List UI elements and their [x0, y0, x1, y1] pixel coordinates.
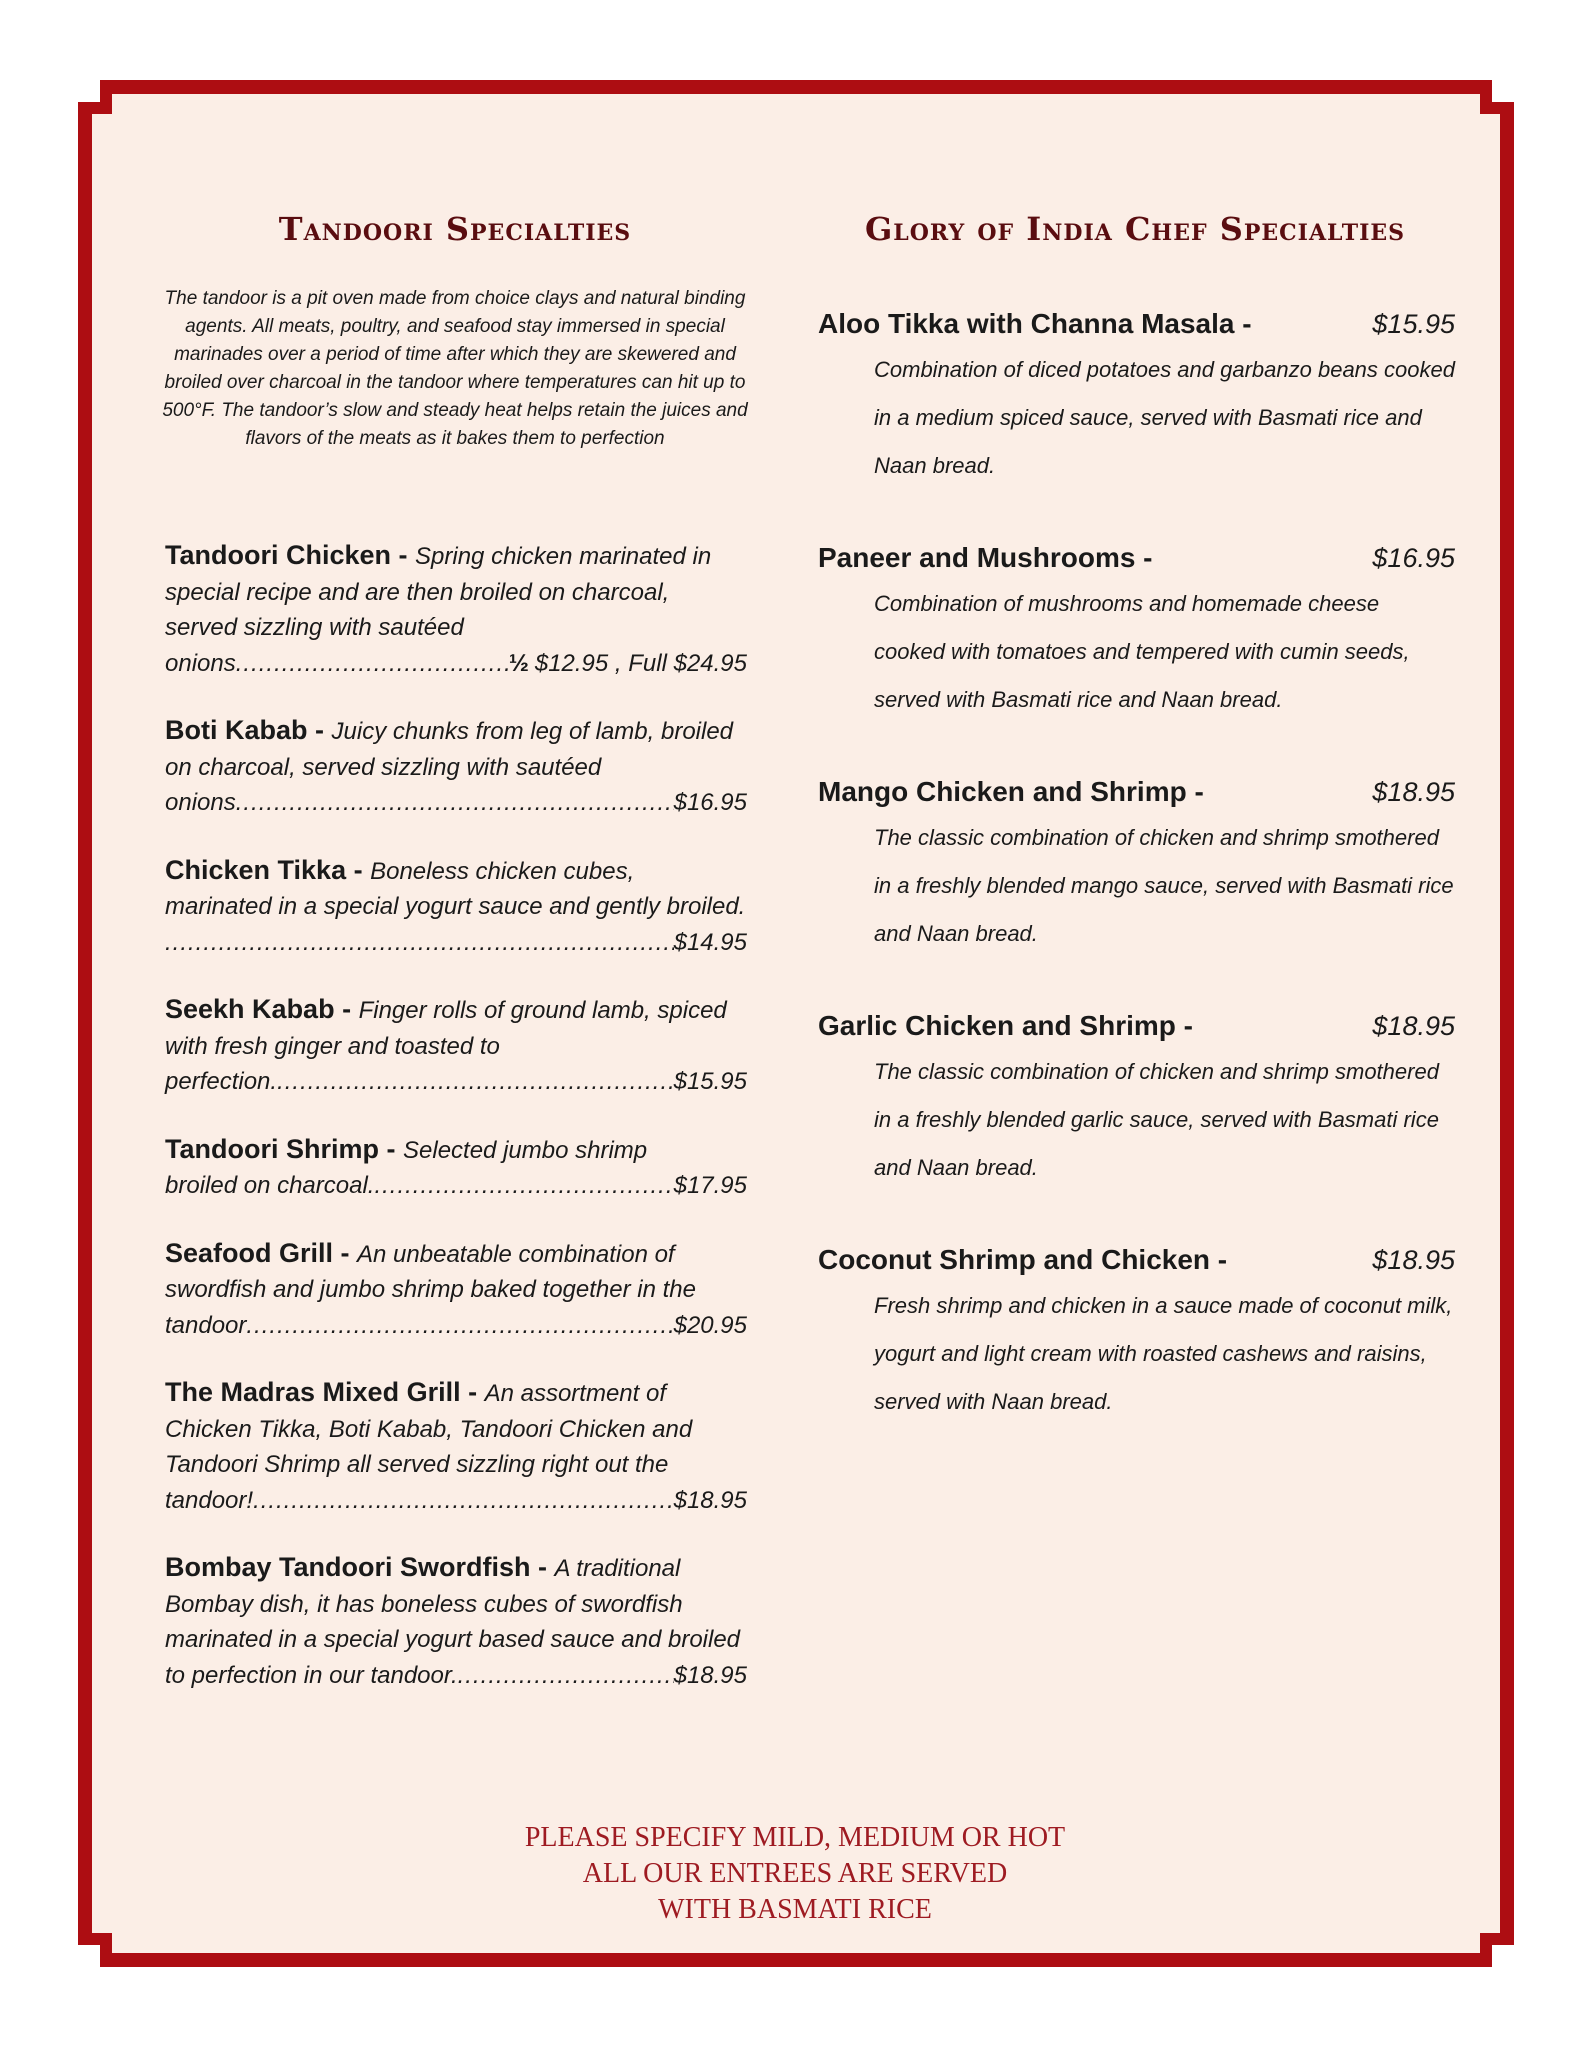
- menu-item-name: The Madras Mixed Grill: [165, 1377, 461, 1407]
- menu-item-price: $15.95: [1372, 309, 1455, 339]
- menu-item-lead: onions: [165, 649, 236, 677]
- chef-specialties-title: Glory of India Chef Specialties: [864, 210, 1406, 248]
- menu-item-description: Combination of diced potatoes and garbanzo beans cooked in a medium spiced sauce, served with Basmati rice and Naan bread.: [874, 357, 1455, 478]
- menu-item-lead: broiled on charcoal.: [165, 1172, 375, 1199]
- menu-item-price: $20.95: [673, 1311, 747, 1339]
- menu-item-price: $12.95 , Full $24.95: [534, 649, 747, 677]
- tandoori-menu-list: [165, 538, 747, 1725]
- menu-item-price: $18.95: [673, 1661, 747, 1689]
- menu-item-name: Garlic Chicken and Shrimp -: [818, 1010, 1193, 1041]
- menu-item: Seekh Kabab - Finger rolls of ground lamb, spiced with fresh ginger and toasted to perfection. ..... $15.95: [165, 992, 747, 1100]
- menu-item-description: Fresh shrimp and chicken in a sauce made of coconut milk, yogurt and light cream with roasted cashews and raisins, served with Naan bread.: [874, 1293, 1453, 1414]
- menu-item-name: Seafood Grill: [165, 1237, 334, 1268]
- menu-item-description: The classic combination of chicken and shrimp smothered in a freshly blended mango sauce, served with Basmati rice and Naan bread.: [874, 825, 1454, 946]
- menu-item: Bombay Tandoori Swordfish - A traditional Bombay dish, it has boneless cubes of swordfish marinated in a special yogurt based sauce and broiled to perfection in our tandoor. ..... $18.95: [165, 1550, 747, 1693]
- tandoor-intro-text: The tandoor is a pit oven made from choice clays and natural binding agents. All meats, poultry, and seafood stay immersed in special marinades over a period of time after which they are skewered and broiled over charcoal in the tandoor where temperatures can hit up to 500°F. The tandoor’s slow and steady heat helps retain the juices and flavors of the meats as it bakes them to perfection: [162, 288, 748, 449]
- menu-item-name: Chicken Tikka: [165, 854, 347, 885]
- dot-leader: [374, 1168, 673, 1204]
- menu-item-name: Paneer and Mushrooms -: [818, 542, 1153, 573]
- menu-item-price: $18.95: [1372, 1245, 1455, 1275]
- menu-item: [818, 1010, 1455, 1192]
- menu-item-name: Seekh Kabab: [165, 994, 335, 1024]
- menu-item: [818, 776, 1455, 958]
- menu-item-lead: tandoor: [165, 1311, 247, 1339]
- menu-item-description: A traditional Bombay dish, it has boneless cubes of swordfish marinated in a special yogurt based sauce and broiled: [165, 1555, 741, 1653]
- menu-item-lead: to perfection in our tandoor.: [165, 1661, 458, 1689]
- dot-leader: [236, 646, 509, 682]
- menu-item-price: $16.95: [1372, 543, 1455, 573]
- frame-corner-notch: [78, 1933, 112, 1967]
- menu-item-price: $18.95: [1372, 1011, 1455, 1041]
- menu-item: Tandoori Shrimp - Selected jumbo shrimp broiled on charcoal. ..... $17.95: [165, 1132, 747, 1204]
- dot-leader: [165, 925, 674, 961]
- half-portion-symbol: ½: [508, 649, 529, 677]
- chef-specialties-list: [818, 308, 1455, 1478]
- spice-level-note: [160, 1820, 1430, 1928]
- menu-item: [818, 1244, 1455, 1426]
- footer-line: WITH BASMATI RICE: [658, 1894, 932, 1925]
- menu-item-description: Spring chicken marinated in special recipe and are then broiled on charcoal, served sizzling with sautéed: [165, 543, 712, 641]
- menu-item: The Madras Mixed Grill - An assortment of Chicken Tikka, Boti Kabab, Tandoori Chicken and Tandoori Shrimp all served sizzling right out the tandoor! ..... $18.95: [165, 1375, 747, 1518]
- dot-leader: [253, 1483, 674, 1519]
- menu-item-name: Aloo Tikka with Channa Masala -: [818, 308, 1252, 339]
- menu-item-price: $14.95: [673, 928, 747, 956]
- footer-line: ALL OUR ENTREES ARE SERVED: [582, 1858, 1008, 1889]
- menu-item-name: Tandoori Shrimp: [165, 1133, 379, 1164]
- tandoori-specialties-title: Tandoori Specialties: [278, 210, 632, 248]
- menu-item-description: Selected jumbo shrimp: [403, 1136, 648, 1164]
- menu-item: Chicken Tikka - Boneless chicken cubes, marinated in a special yogurt sauce and gently broiled. ..... $14.95: [165, 853, 747, 961]
- menu-item-name: Boti Kabab: [165, 715, 308, 745]
- footer-line: PLEASE SPECIFY MILD, MEDIUM OR HOT: [524, 1822, 1066, 1853]
- menu-item-name: Bombay Tandoori Swordfish: [165, 1552, 531, 1582]
- menu-item-lead: tandoor!: [165, 1486, 254, 1514]
- menu-item-description: Finger rolls of ground lamb, spiced with fresh ginger and toasted to: [165, 997, 727, 1060]
- menu-item: Boti Kabab - Juicy chunks from leg of lamb, broiled on charcoal, served sizzling with sautéed onions ..... $16.95: [165, 713, 747, 821]
- menu-item-price: $18.95: [1372, 777, 1455, 807]
- menu-item-price: $15.95: [673, 1068, 747, 1095]
- menu-item: [818, 308, 1455, 490]
- menu-item-price: $17.95: [673, 1172, 747, 1199]
- dot-leader: [277, 1064, 674, 1100]
- menu-item-price: $18.95: [673, 1486, 747, 1514]
- menu-item-description: Boneless chicken cubes, marinated in a special yogurt sauce and gently broiled.: [165, 857, 746, 920]
- dot-leader: [246, 1308, 673, 1344]
- menu-item-description: An unbeatable combination of swordfish and jumbo shrimp baked together in the: [165, 1240, 696, 1303]
- dot-leader: [236, 785, 674, 821]
- menu-item-name: Mango Chicken and Shrimp -: [818, 776, 1204, 807]
- menu-item-name: Tandoori Chicken: [165, 540, 392, 570]
- menu-item-lead: onions: [165, 789, 236, 816]
- frame-corner-notch: [78, 80, 112, 114]
- menu-item-name: Coconut Shrimp and Chicken -: [818, 1244, 1228, 1275]
- menu-item-description: The classic combination of chicken and shrimp smothered in a freshly blended garlic sauce, served with Basmati rice and Naan bread.: [874, 1059, 1439, 1180]
- menu-item: [818, 542, 1455, 724]
- menu-item: Seafood Grill - An unbeatable combination of swordfish and jumbo shrimp baked together in the tandoor ..... $20.95: [165, 1236, 747, 1344]
- menu-item-description: Juicy chunks from leg of lamb, broiled on charcoal, served sizzling with sautéed: [165, 718, 734, 781]
- menu-item-description: Combination of mushrooms and homemade cheese cooked with tomatoes and tempered with cumin seeds, served with Basmati rice and Naan bread.: [874, 591, 1410, 712]
- menu-item-price: $16.95: [673, 789, 747, 816]
- dot-leader: [458, 1658, 674, 1694]
- menu-item-description: An assortment of Chicken Tikka, Boti Kabab, Tandoori Chicken and Tandoori Shrimp all served sizzling right out the: [165, 1380, 693, 1478]
- frame-corner-notch: [1480, 1933, 1514, 1967]
- menu-item: Tandoori Chicken - Spring chicken marinated in special recipe and are then broiled on charcoal, served sizzling with sautéed onions ..... ½ $12.95 , Full $24.95: [165, 538, 747, 681]
- frame-corner-notch: [1480, 80, 1514, 114]
- menu-item-lead: perfection.: [165, 1068, 278, 1095]
